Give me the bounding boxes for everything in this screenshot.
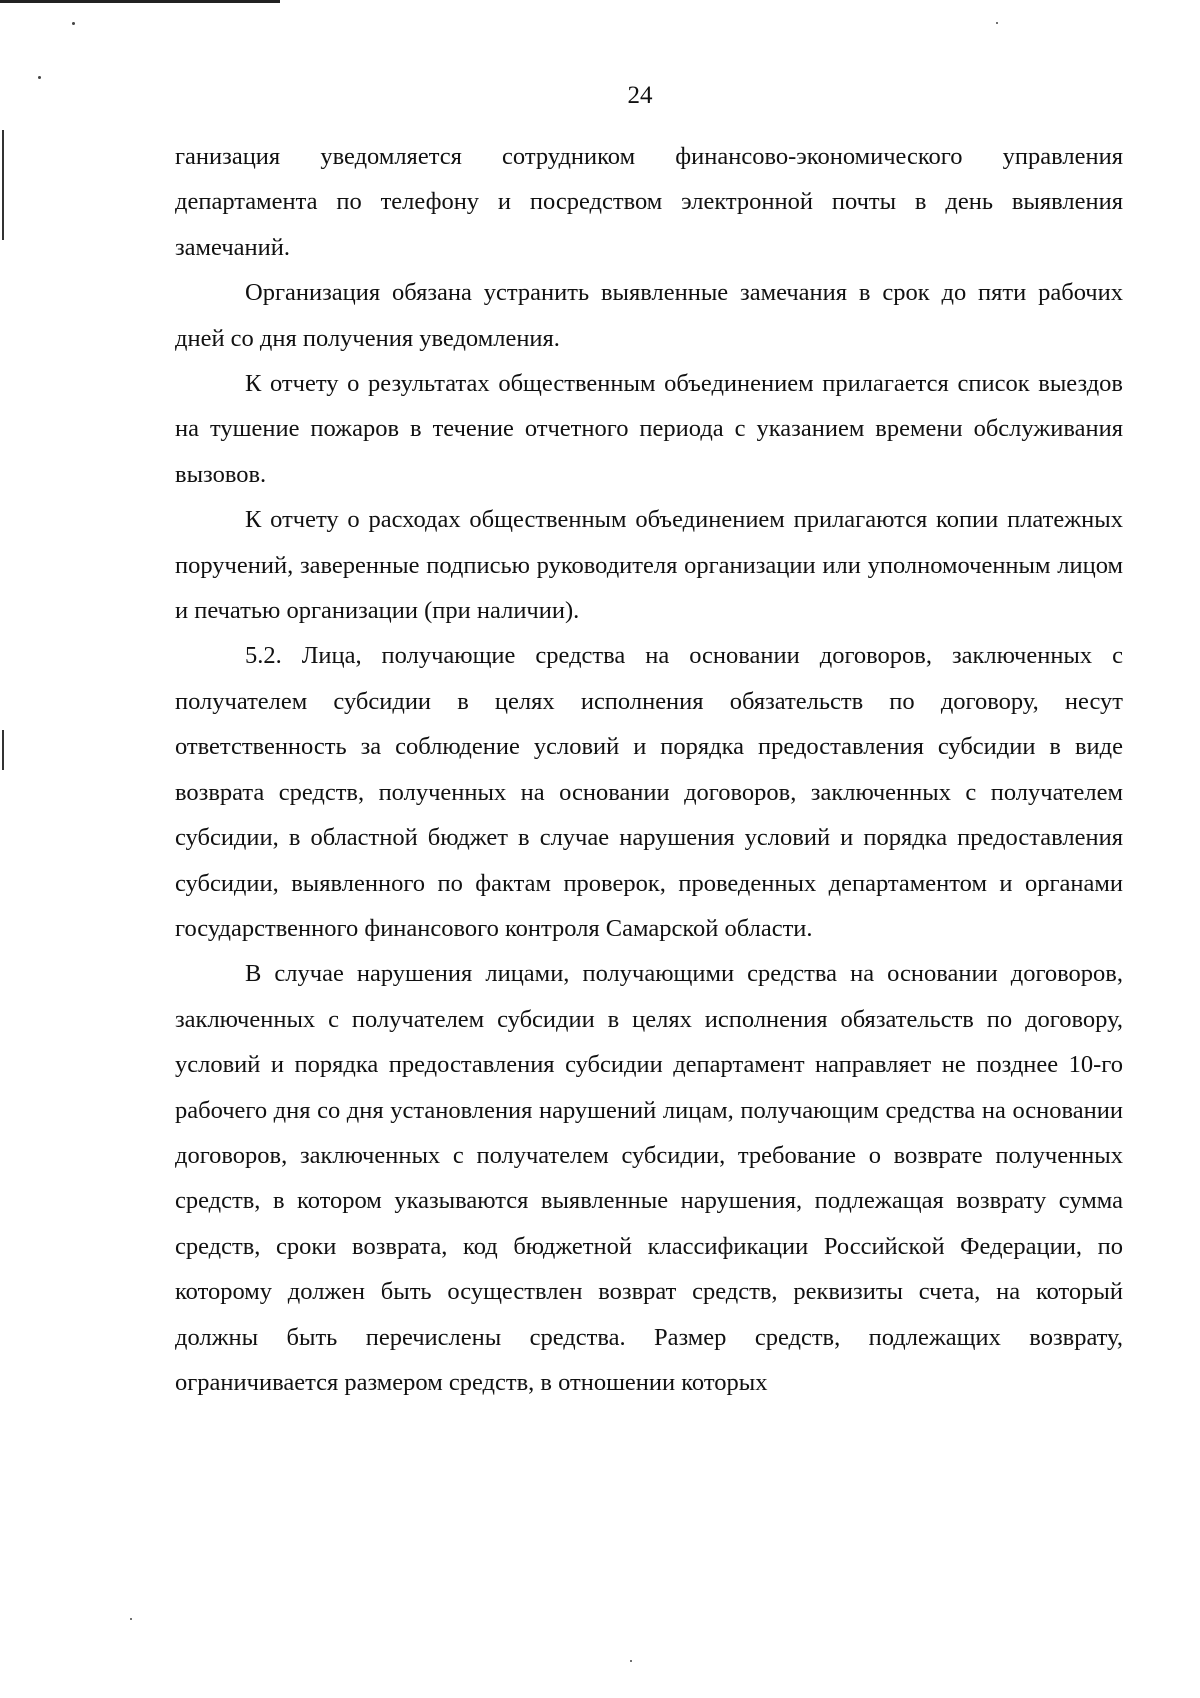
- scan-speck: [630, 1660, 632, 1662]
- paragraph: Организация обязана устранить выявленные замечания в срок до пяти рабочих дней со дня получения уведомления.: [175, 279, 1123, 352]
- scan-speck: [38, 76, 41, 79]
- scan-speck: [72, 22, 75, 25]
- scan-speck: [996, 22, 998, 24]
- paragraph: 5.2. Лица, получающие средства на основании договоров, заключенных с получателем субсидии в целях исполнения обязательств по договору, несут ответственность за соблюдение условий и порядка предоставления субсидии в виде возврата средств, полученных на основании договоров, заключенных с получателем субсидии, в областной бюджет в случае нарушения условий и порядка предоставления субсидии, выявленного по фактам проверок, проведенных департаментом и органами государственного финансового контроля Самарской области.: [175, 642, 1123, 942]
- document-body: [175, 134, 1123, 1405]
- scan-speck: [130, 1618, 132, 1620]
- page-number: 24: [627, 82, 653, 109]
- paragraph: К отчету о результатах общественным объединением прилагается список выездов на тушение пожаров в течение отчетного периода с указанием времени обслуживания вызовов.: [175, 370, 1123, 488]
- paragraph: ганизация уведомляется сотрудником финансово-экономического управления департамента по телефону и посредством электронной почты в день выявления замечаний.: [175, 143, 1123, 261]
- scan-artifact-top-line: [0, 0, 280, 3]
- scan-artifact-left-edge: [2, 130, 4, 240]
- scan-artifact-left-edge: [2, 730, 4, 770]
- paragraph: К отчету о расходах общественным объединением прилагаются копии платежных поручений, заверенные подписью руководителя организации или уполномоченным лицом и печатью организации (при наличии).: [175, 506, 1123, 625]
- paragraph: В случае нарушения лицами, получающими средства на основании договоров, заключенных с получателем субсидии в целях исполнения обязательств по договору, условий и порядка предоставления субсидии департамент направляет не позднее 10-го рабочего дня со дня установления нарушений лицам, получающим средства на основании договоров, заключенных с получателем субсидии, требование о возврате полученных средств, в котором указываются выявленные нарушения, подлежащая возврату сумма средств, сроки возврата, код бюджетной классификации Российской Федерации, по которому должен быть осуществлен возврат средств, реквизиты счета, на который должны быть перечислены средства. Размер средств, подлежащих возврату, ограничивается размером средств, в отношении которых: [175, 960, 1123, 1396]
